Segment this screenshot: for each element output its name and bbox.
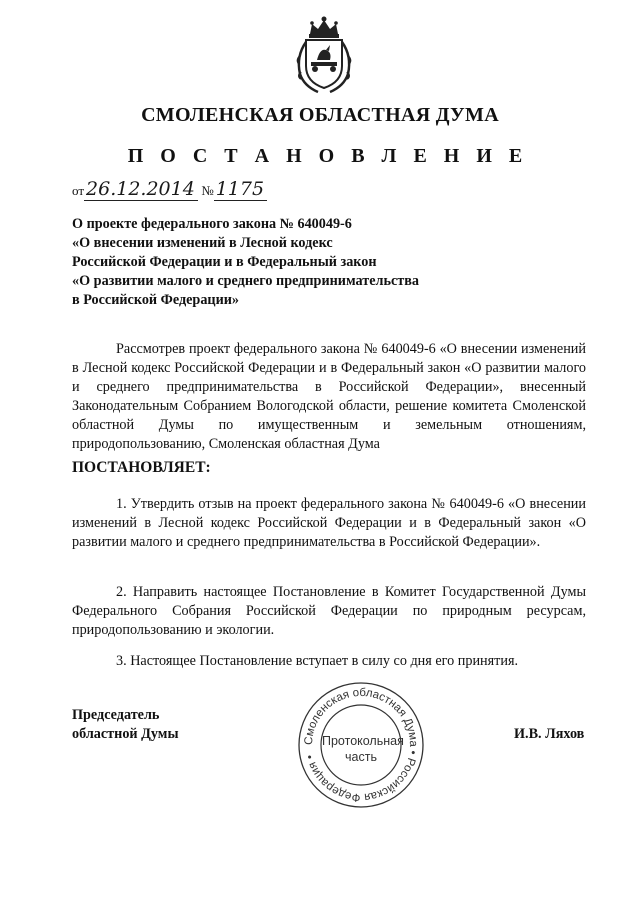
subject-line: О проекте федерального закона № 640049-6	[72, 216, 352, 232]
subject-line: Российской Федерации и в Федеральный закон	[72, 254, 377, 270]
resolution-item-2: 2. Направить настоящее Постановление в Комитет Государственной Думы Федерального Собрания Российской Федерации по природным ресурсам, природопользованию и экологии.	[72, 584, 586, 638]
date-from-label: от	[72, 183, 85, 198]
number-label: №	[201, 183, 214, 198]
document-type-title: П О С Т А Н О В Л Е Н И Е	[127, 145, 529, 167]
signatory-position	[72, 706, 179, 744]
stamp-ring-text: Смоленская областная Дума • Российская Федерация •	[302, 686, 420, 804]
signatory-name: И.В. Ляхов	[514, 726, 585, 742]
stamp-center-line: часть	[345, 750, 377, 764]
stamp-center-line: Протокольная	[322, 734, 404, 748]
organization-title: СМОЛЕНСКАЯ ОБЛАСТНАЯ ДУМА	[141, 104, 499, 126]
resolution-item-3: 3. Настоящее Постановление вступает в силу со дня его принятия.	[116, 653, 519, 669]
date-number-line	[72, 178, 267, 200]
subject-line: «О развитии малого и среднего предпринимательства	[72, 273, 420, 289]
stamp-center-text	[322, 733, 404, 765]
signatory-position-line: Председатель	[72, 707, 160, 723]
subject-line: в Российской Федерации»	[72, 292, 240, 308]
intro-paragraph: Рассмотрев проект федерального закона № 640049-6 «О внесении изменений в Лесной кодекс Российской Федерации и в Федеральный закон «О развитии малого и среднего предпринимательства в Российской Федерации», внесенный Законодательным Собранием Вологодской области, решение комитета Смоленской областной Думы по имущественным и земельным отношениям, природопользованию, Смоленская областная Дума	[72, 341, 586, 452]
handwritten-number: 1175	[214, 178, 267, 201]
signatory-position-line: областной Думы	[72, 726, 179, 742]
handwritten-date: 26.12.2014	[84, 178, 198, 201]
resolution-item-1: 1. Утвердить отзыв на проект федерального закона № 640049-6 «О внесении изменений в Лесной кодекс Российской Федерации и в Федеральный закон «О развитии малого и среднего предпринимательства в Российской Федерации».	[72, 496, 586, 550]
document-subject	[72, 215, 492, 310]
subject-line: «О внесении изменений в Лесной кодекс	[72, 235, 333, 251]
coat-of-arms-icon	[292, 12, 356, 94]
resolve-heading: ПОСТАНОВЛЯЕТ:	[72, 459, 211, 476]
